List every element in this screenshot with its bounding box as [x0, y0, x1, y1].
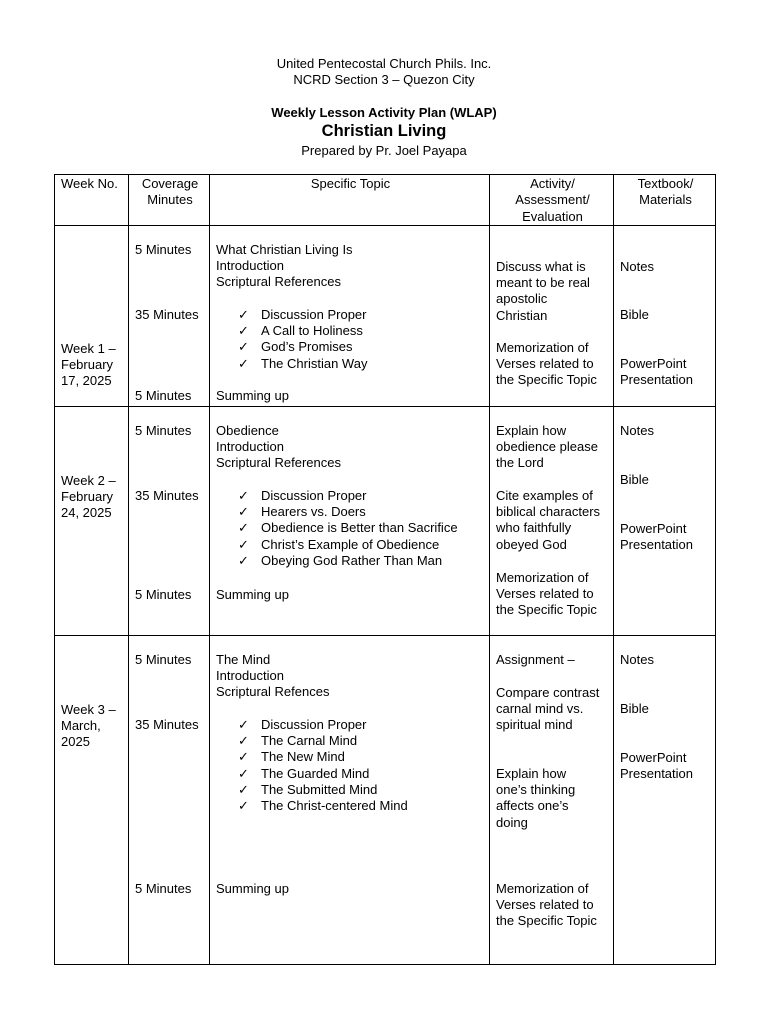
- column-header-activity-line3: Evaluation: [522, 208, 583, 224]
- topic-intro-line: Scriptural References: [216, 455, 341, 471]
- coverage-minutes: 5 Minutes: [135, 586, 192, 602]
- activity-block-line: doing: [496, 814, 528, 830]
- column-header-week-label: Week No.: [61, 176, 118, 191]
- topic-cell: [210, 225, 490, 406]
- list-item-text: The Christ-centered Mind: [261, 798, 408, 814]
- table-row-week-1: [55, 225, 716, 406]
- week-label: [61, 341, 116, 390]
- material-item: [620, 356, 693, 389]
- materials-cell: [614, 225, 716, 406]
- column-header-materials-line1: Textbook/: [637, 176, 694, 191]
- column-header-week: [55, 175, 129, 226]
- checkmark-icon: ✓: [238, 339, 249, 355]
- activity-block-line: Compare contrast: [496, 684, 600, 700]
- materials-cell: [614, 406, 716, 635]
- coverage-minutes: 35 Minutes: [135, 716, 199, 732]
- week-cell: [55, 635, 129, 964]
- material-label: PowerPoint: [620, 520, 687, 536]
- material-label: Notes: [620, 651, 654, 667]
- material-label: Bible: [620, 471, 649, 487]
- activity-block-line: obedience please: [496, 439, 598, 455]
- subject-title: Christian Living: [321, 122, 447, 140]
- material-label: PowerPoint: [620, 355, 687, 371]
- activity-block-line: Verses related to: [496, 586, 594, 602]
- topic-intro-line: Scriptural Refences: [216, 684, 330, 700]
- topic-summary: Summing up: [216, 586, 289, 602]
- week-label-line: 2025: [61, 734, 90, 750]
- material-item: [620, 652, 654, 668]
- material-label: Notes: [620, 258, 654, 274]
- checkmark-icon: ✓: [238, 782, 249, 798]
- list-item-text: The Christian Way: [261, 355, 368, 371]
- list-item-text: The New Mind: [261, 749, 345, 765]
- activity-block-line: apostolic: [496, 291, 548, 307]
- column-header-topic: [210, 175, 490, 226]
- checkmark-icon: ✓: [238, 553, 249, 569]
- activity-block: [496, 259, 590, 324]
- column-header-topic-label: Specific Topic: [310, 176, 391, 191]
- week-label-line: February: [61, 489, 114, 505]
- week-cell: [55, 225, 129, 406]
- activity-block: [496, 488, 600, 553]
- activity-block-line: Verses related to: [496, 897, 594, 913]
- activity-block-line: Christian: [496, 307, 548, 323]
- coverage-cell: [129, 225, 210, 406]
- list-item: [216, 339, 367, 355]
- week-cell: [55, 406, 129, 635]
- coverage-minutes: 5 Minutes: [135, 422, 192, 438]
- list-item: [216, 520, 458, 536]
- list-item-text: Discussion Proper: [261, 487, 367, 503]
- week-label-line: 24, 2025: [61, 505, 112, 521]
- list-item: [216, 323, 367, 339]
- activity-block: [496, 685, 599, 734]
- activity-block: [496, 570, 597, 619]
- week-label: [61, 473, 116, 522]
- table-header-row: [55, 175, 716, 226]
- material-item: [620, 750, 693, 783]
- column-header-materials: [614, 175, 716, 226]
- checkmark-icon: ✓: [238, 306, 249, 322]
- week-label: [61, 702, 116, 751]
- lesson-plan-table: [54, 174, 716, 965]
- topic-intro-line: Scriptural References: [216, 274, 341, 290]
- material-label: Notes: [620, 422, 654, 438]
- list-item: [216, 782, 408, 798]
- list-item: [216, 504, 458, 520]
- activity-block-line: who faithfully: [496, 520, 572, 536]
- week-label-line: Week 1 –: [61, 340, 116, 356]
- coverage-minutes: 5 Minutes: [135, 387, 192, 403]
- material-item: [620, 423, 654, 439]
- topic-cell: [210, 406, 490, 635]
- checkmark-icon: ✓: [238, 323, 249, 339]
- checkmark-icon: ✓: [238, 536, 249, 552]
- activity-block: [496, 652, 575, 668]
- activity-block-line: carnal mind vs.: [496, 701, 584, 717]
- checkmark-icon: ✓: [238, 355, 249, 371]
- checkmark-icon: ✓: [238, 504, 249, 520]
- topic-points: [216, 488, 458, 569]
- material-label: PowerPoint: [620, 749, 687, 765]
- column-header-activity: [490, 175, 614, 226]
- topic-intro-line: Obedience: [216, 422, 279, 438]
- activity-block-line: Explain how: [496, 765, 567, 781]
- coverage-minutes: 5 Minutes: [135, 880, 192, 896]
- topic-intro-line: Introduction: [216, 439, 284, 455]
- activity-block-line: Memorization of: [496, 339, 589, 355]
- list-item: [216, 733, 408, 749]
- activity-block: [496, 881, 597, 930]
- list-item-text: Hearers vs. Doers: [261, 504, 366, 520]
- activity-block-line: spiritual mind: [496, 717, 573, 733]
- activity-block-line: the Specific Topic: [496, 372, 597, 388]
- topic-intro-line: Introduction: [216, 258, 284, 274]
- activity-cell: [490, 635, 614, 964]
- activity-cell: [490, 406, 614, 635]
- list-item: [216, 798, 408, 814]
- topic-summary: Summing up: [216, 880, 289, 896]
- activity-block-line: obeyed God: [496, 536, 567, 552]
- org-section: NCRD Section 3 – Quezon City: [293, 72, 475, 87]
- list-item-text: Obedience is Better than Sacrifice: [261, 520, 458, 536]
- activity-block-line: Memorization of: [496, 569, 589, 585]
- coverage-minutes: 5 Minutes: [135, 241, 192, 257]
- activity-block: [496, 423, 598, 472]
- checkmark-icon: ✓: [238, 733, 249, 749]
- topic-intro: [216, 242, 353, 291]
- topic-cell: [210, 635, 490, 964]
- column-header-coverage-line1: Coverage: [141, 176, 199, 191]
- list-item-text: Discussion Proper: [261, 716, 367, 732]
- topic-intro: [216, 652, 329, 701]
- activity-block: [496, 340, 597, 389]
- coverage-cell: [129, 635, 210, 964]
- checkmark-icon: ✓: [238, 749, 249, 765]
- material-item: [620, 259, 654, 275]
- activity-block-line: Memorization of: [496, 880, 589, 896]
- topic-intro-line: What Christian Living Is: [216, 241, 353, 257]
- material-item: [620, 521, 693, 554]
- table-row-week-2: [55, 406, 716, 635]
- activity-block-line: biblical characters: [496, 504, 601, 520]
- activity-block-line: the Specific Topic: [496, 602, 597, 618]
- list-item: [216, 749, 408, 765]
- list-item: [216, 766, 408, 782]
- column-header-coverage-line2: Minutes: [147, 192, 193, 208]
- activity-block-line: one’s thinking: [496, 782, 576, 798]
- list-item-text: The Carnal Mind: [261, 733, 358, 749]
- material-item: [620, 701, 649, 717]
- coverage-minutes: 35 Minutes: [135, 306, 199, 322]
- material-label: Presentation: [620, 537, 693, 553]
- material-item: [620, 307, 649, 323]
- checkmark-icon: ✓: [238, 798, 249, 814]
- list-item-text: Christ’s Example of Obedience: [261, 536, 440, 552]
- topic-intro-line: Introduction: [216, 668, 284, 684]
- week-label-line: 17, 2025: [61, 373, 112, 389]
- list-item-text: A Call to Holiness: [261, 323, 363, 339]
- week-label-line: Week 2 –: [61, 472, 116, 488]
- column-header-activity-line2: Assessment/: [515, 192, 590, 208]
- column-header-coverage: [129, 175, 210, 226]
- week-label-line: Week 3 –: [61, 701, 116, 717]
- list-item-text: Discussion Proper: [261, 306, 367, 322]
- material-label: Presentation: [620, 372, 693, 388]
- activity-block-line: the Specific Topic: [496, 913, 597, 929]
- list-item: [216, 537, 458, 553]
- week-label-line: February: [61, 357, 114, 373]
- column-header-activity-line1: Activity/: [530, 176, 575, 191]
- checkmark-icon: ✓: [238, 765, 249, 781]
- list-item: [216, 356, 367, 372]
- activity-block-line: Discuss what is: [496, 258, 586, 274]
- coverage-minutes: 35 Minutes: [135, 487, 199, 503]
- checkmark-icon: ✓: [238, 487, 249, 503]
- coverage-minutes: 5 Minutes: [135, 651, 192, 667]
- week-label-line: March,: [61, 718, 101, 734]
- material-label: Bible: [620, 306, 649, 322]
- activity-cell: [490, 225, 614, 406]
- topic-intro: [216, 423, 341, 472]
- prepared-by: Prepared by Pr. Joel Payapa: [301, 143, 467, 158]
- materials-cell: [614, 635, 716, 964]
- list-item: [216, 717, 408, 733]
- topic-points: [216, 717, 408, 815]
- list-item-text: Obeying God Rather Than Man: [261, 553, 443, 569]
- activity-block: [496, 766, 575, 831]
- activity-block-line: Cite examples of: [496, 487, 593, 503]
- activity-block-line: Assignment –: [496, 651, 575, 667]
- list-item: [216, 553, 458, 569]
- checkmark-icon: ✓: [238, 716, 249, 732]
- topic-points: [216, 307, 367, 372]
- org-name: United Pentecostal Church Phils. Inc.: [276, 56, 492, 71]
- column-header-materials-line2: Materials: [639, 192, 692, 208]
- list-item-text: The Guarded Mind: [261, 765, 370, 781]
- list-item: [216, 488, 458, 504]
- coverage-cell: [129, 406, 210, 635]
- activity-block-line: affects one’s: [496, 798, 569, 814]
- activity-block-line: Explain how: [496, 422, 567, 438]
- plan-title: Weekly Lesson Activity Plan (WLAP): [271, 105, 497, 120]
- activity-block-line: the Lord: [496, 455, 544, 471]
- activity-block-line: meant to be real: [496, 275, 590, 291]
- material-label: Presentation: [620, 766, 693, 782]
- list-item-text: God’s Promises: [261, 339, 353, 355]
- material-item: [620, 472, 649, 488]
- list-item-text: The Submitted Mind: [261, 782, 378, 798]
- topic-summary: Summing up: [216, 387, 289, 403]
- activity-block-line: Verses related to: [496, 356, 594, 372]
- table-row-week-3: [55, 635, 716, 964]
- list-item: [216, 307, 367, 323]
- checkmark-icon: ✓: [238, 520, 249, 536]
- material-label: Bible: [620, 700, 649, 716]
- topic-intro-line: The Mind: [216, 651, 271, 667]
